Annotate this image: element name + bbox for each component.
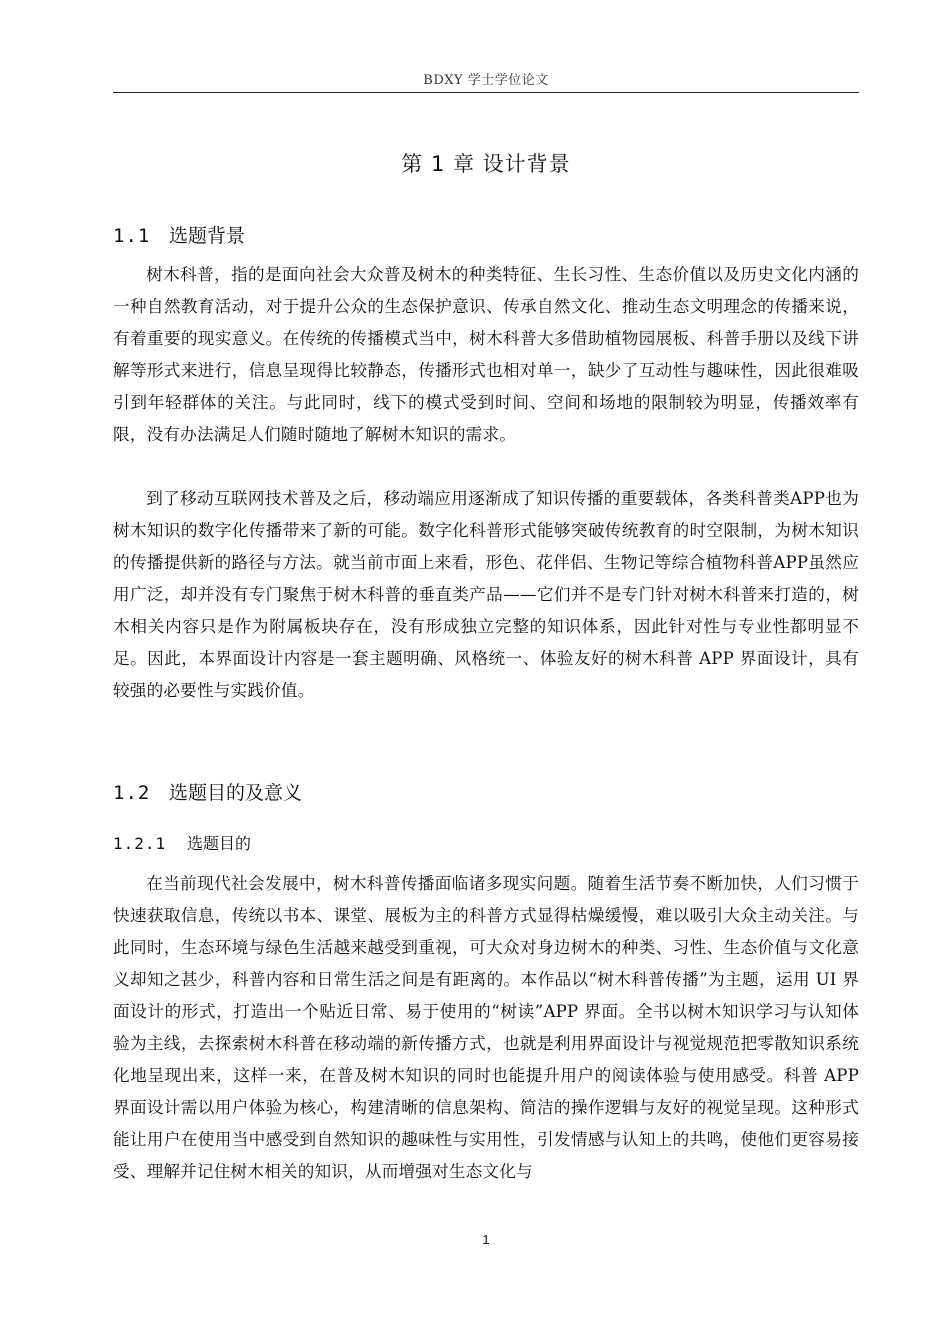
section-heading-1-1: [113, 221, 245, 248]
section-number: 1.1: [113, 225, 151, 247]
chapter-title: 第 1 章 设计背景: [401, 152, 571, 176]
subsection-heading-1-2-1: [113, 831, 251, 854]
page-number: 1: [482, 1232, 490, 1247]
paragraph: 在当前现代社会发展中，树木科普传播面临诸多现实问题。随着生活节奏不断加快，人们习惯于快速获取信息，传统以书本、课堂、展板为主的科普方式显得枯燥缓慢，难以吸引大众主动关注。与此同时，生态环境与绿色生活越来越受到重视，可大众对身边树木的种类、习性、生态价值与文化意义却知之甚少，科普内容和日常生活之间是有距离的。本作品以“树木科普传播”为主题，运用 UI 界面设计的形式，打造出一个贴近日常、易于使用的“树读”APP 界面。全书以树木知识学习与认知体验为主线，去探索树木科普在移动端的新传播方式，也就是利用界面设计与视觉规范把零散知识系统化地呈现出来，这样一来，在普及树木知识的同时也能提升用户的阅读体验与使用感受。科普 APP 界面设计需以用户体验为核心，构建清晰的信息架构、简洁的操作逻辑与友好的视觉呈现。这种形式能让用户在使用当中感受到自然知识的趣味性与实用性，引发情感与认知上的共鸣，使他们更容易接受、理解并记住树木相关的知识，从而增强对生态文化与: [113, 874, 859, 1181]
section-title: 选题背景: [169, 225, 246, 247]
section-number: 1.2: [113, 782, 151, 804]
paragraph: 树木科普，指的是面向社会大众普及树木的种类特征、生长习性、生态价值以及历史文化内涵的一种自然教育活动，对于提升公众的生态保护意识、传承自然文化、推动生态文明理念的传播来说，有着重要的现实意义。在传统的传播模式当中，树木科普大多借助植物园展板、科普手册以及线下讲解等形式来进行，信息呈现得比较静态，传播形式也相对单一，缺少了互动性与趣味性，因此很难吸引到年轻群体的关注。与此同时，线下的模式受到时间、空间和场地的限制较为明显，传播效率有限，没有办法满足人们随时随地了解树木知识的需求。: [113, 265, 859, 444]
subsection-title: 选题目的: [187, 834, 252, 853]
paragraph: 到了移动互联网技术普及之后，移动端应用逐渐成了知识传播的重要载体，各类科普类APP也为树木知识的数字化传播带来了新的可能。数字化科普形式能够突破传统教育的时空限制，为树木知识的传播提供新的路径与方法。就当前市面上来看，形色、花伴侣、生物记等综合植物科普APP虽然应用广泛，却并没有专门聚焦于树木科普的垂直类产品——它们并不是专门针对树木科普来打造的，树木相关内容只是作为附属板块存在，没有形成独立完整的知识体系，因此针对性与专业性都明显不足。因此，本界面设计内容是一套主题明确、风格统一、体验友好的树木科普 APP 界面设计，具有较强的必要性与实践价值。: [113, 489, 859, 700]
section-heading-1-2: [113, 778, 302, 805]
running-header: BDXY 学士学位论文: [423, 73, 549, 88]
subsection-number: 1.2.1: [113, 834, 167, 853]
header-divider: [113, 92, 859, 93]
section-title: 选题目的及意义: [169, 782, 303, 804]
